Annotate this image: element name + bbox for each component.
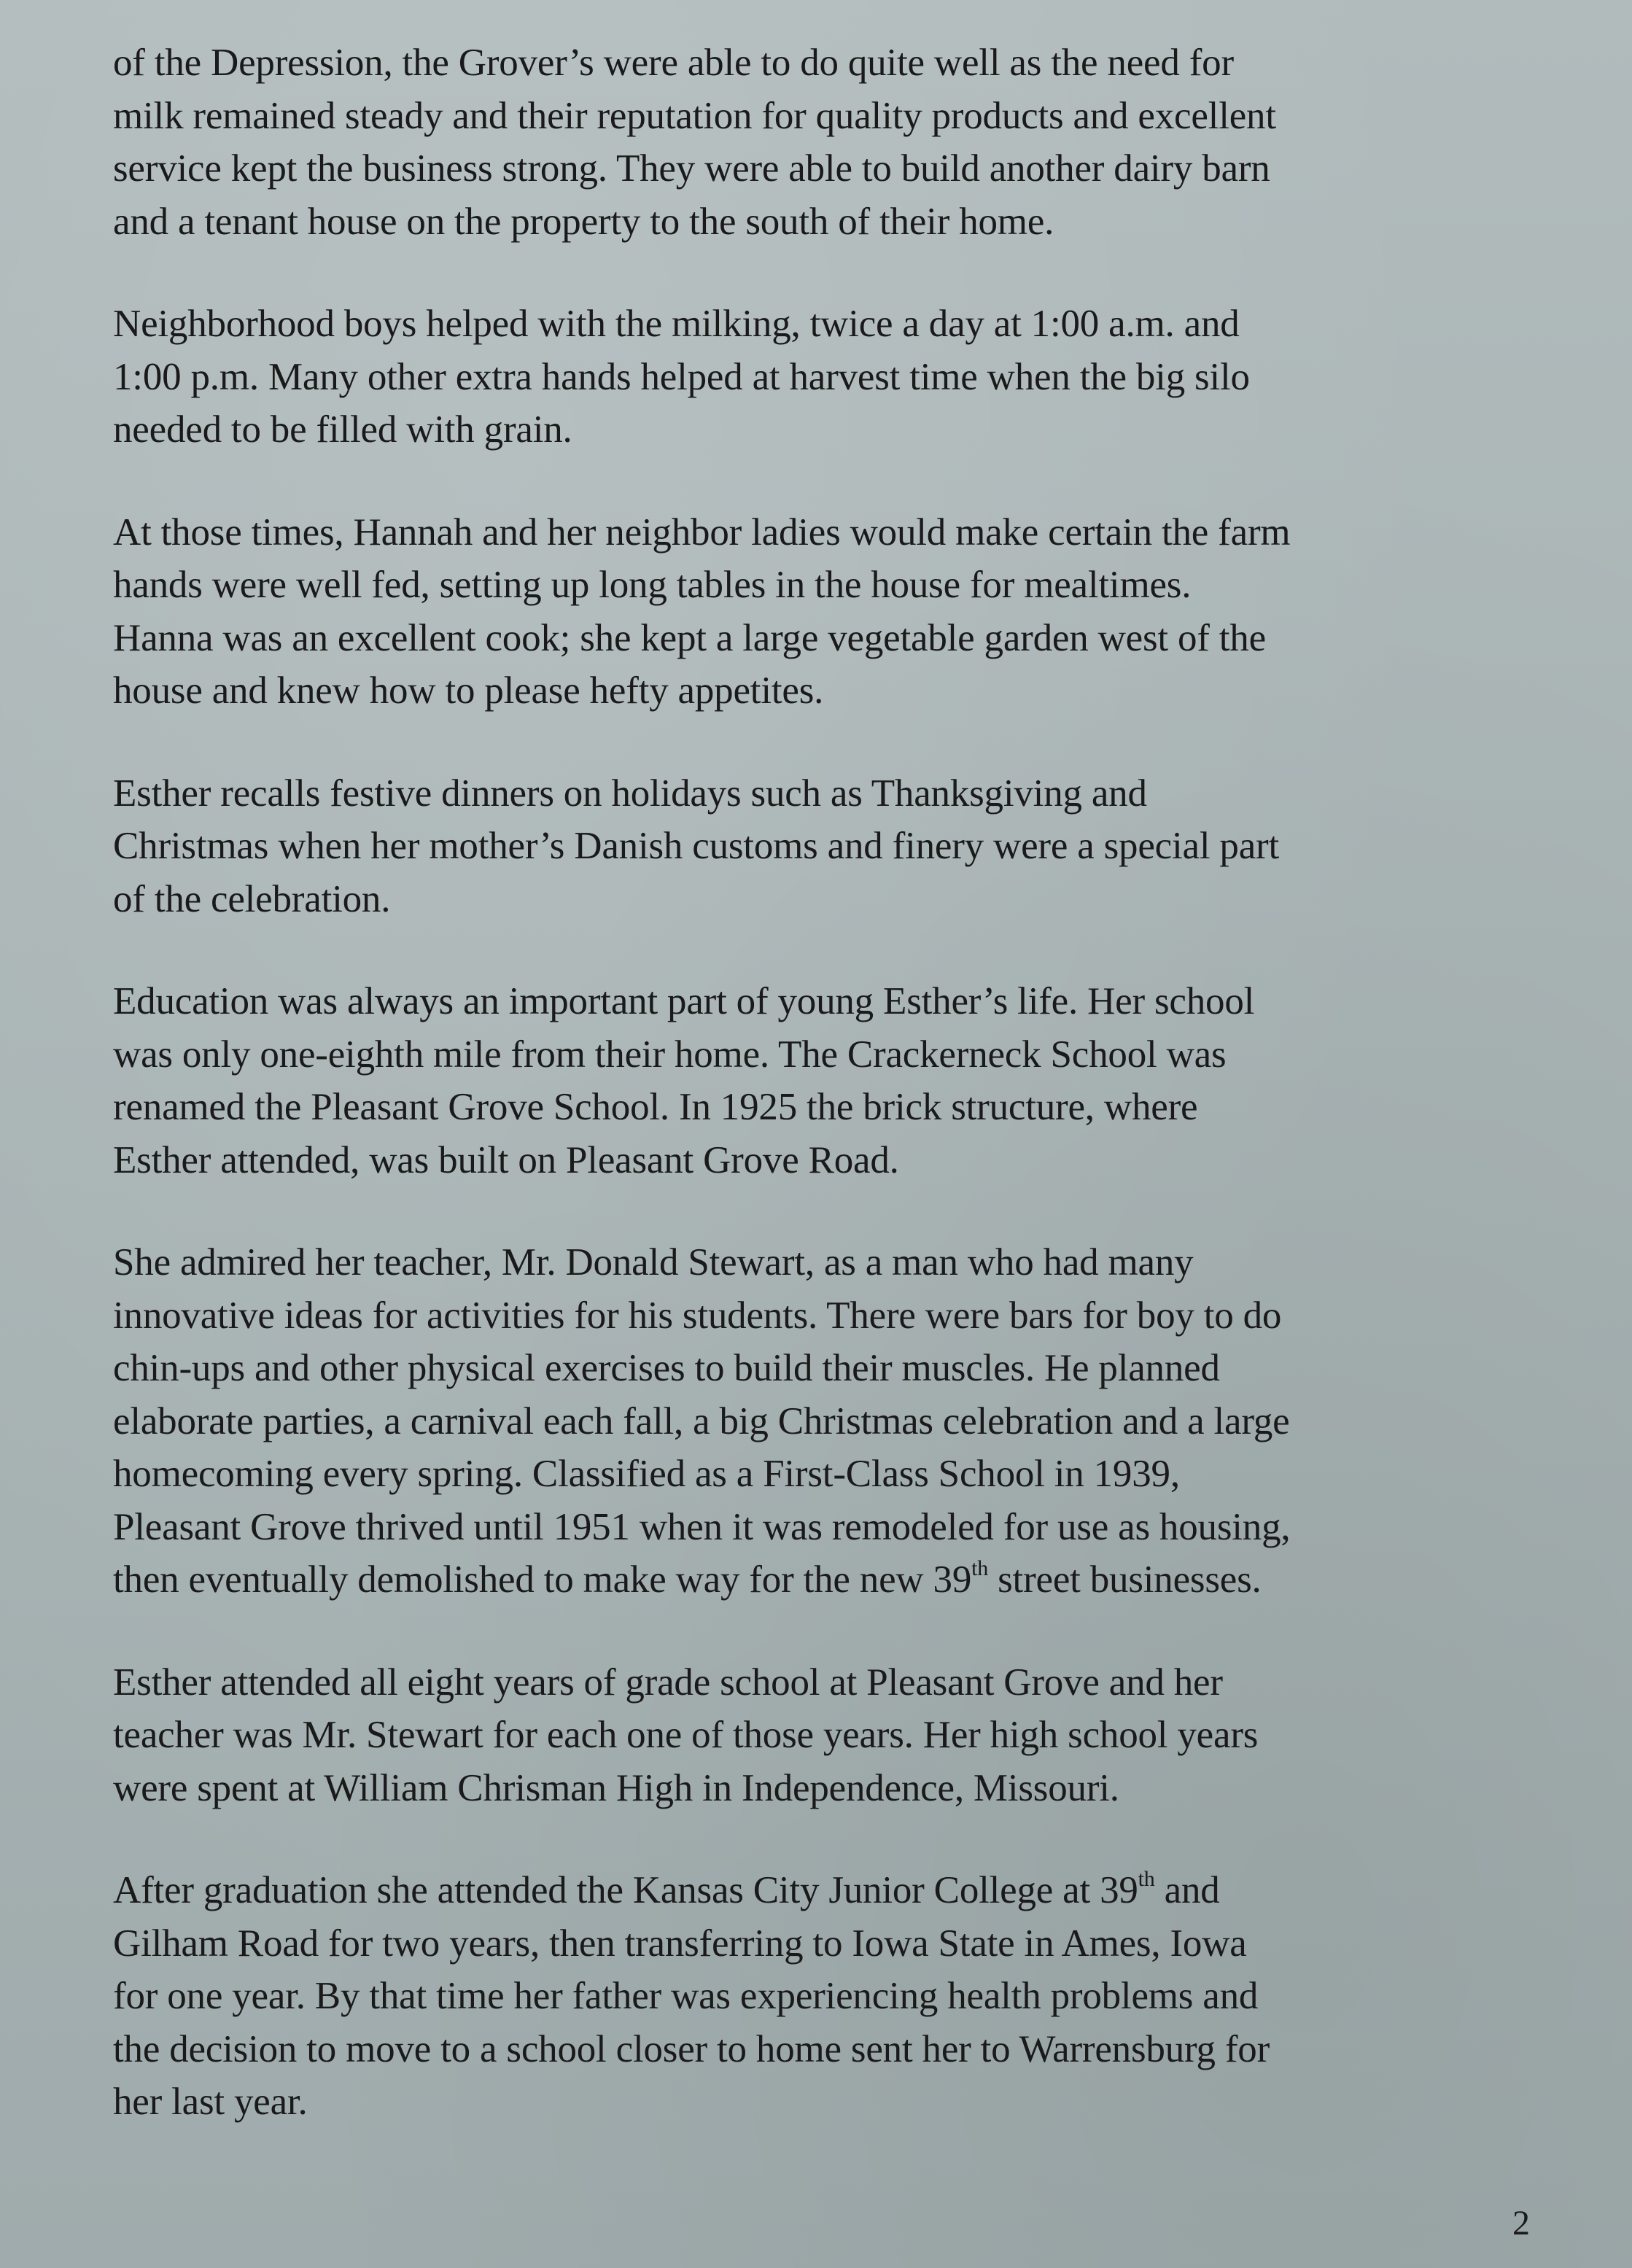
paragraph-grade-school (113, 1656, 1542, 1815)
text-line: Education was always an important part of young Esther’s life. Her school (113, 980, 1255, 1022)
text-fragment: and (1154, 1869, 1220, 1911)
text-line: renamed the Pleasant Grove School. In 1925 the brick structure, where (113, 1086, 1198, 1128)
text-line: Pleasant Grove thrived until 1951 when it was remodeled for use as housing, (113, 1505, 1291, 1548)
text-line: Gilham Road for two years, then transferring to Iowa State in Ames, Iowa (113, 1922, 1247, 1965)
text-line: of the Depression, the Grover’s were able to do quite well as the need for (113, 42, 1234, 84)
paragraph-holidays (113, 767, 1542, 926)
superscript: th (971, 1556, 989, 1581)
text-fragment: then eventually demolished to make way for the new 39 (113, 1558, 972, 1601)
text-line: Hanna was an excellent cook; she kept a large vegetable garden west of the (113, 616, 1266, 659)
text-line: chin-ups and other physical exercises to build their muscles. He planned (113, 1347, 1220, 1389)
text-line: hands were well fed, setting up long tables in the house for mealtimes. (113, 564, 1192, 606)
text-line-with-superscript (113, 1553, 1542, 1607)
text-line: elaborate parties, a carnival each fall, a big Christmas celebration and a large (113, 1399, 1290, 1442)
text-fragment: street businesses. (988, 1558, 1262, 1601)
text-line: were spent at William Chrisman High in Independence, Missouri. (113, 1766, 1119, 1809)
page-number: 2 (1512, 2204, 1530, 2242)
text-line: Neighborhood boys helped with the milking, twice a day at 1:00 a.m. and (113, 303, 1240, 345)
paragraph-teacher (113, 1236, 1542, 1607)
text-line: She admired her teacher, Mr. Donald Stewart, as a man who had many (113, 1241, 1194, 1283)
text-line: needed to be filled with grain. (113, 408, 572, 451)
text-line-with-superscript (113, 1864, 1542, 1917)
text-line: and a tenant house on the property to the south of their home. (113, 200, 1054, 243)
text-line: Esther recalls festive dinners on holidays such as Thanksgiving and (113, 772, 1147, 815)
text-line: At those times, Hannah and her neighbor ladies would make certain the farm (113, 510, 1291, 554)
paragraph-hannah (113, 506, 1542, 718)
text-line: 1:00 p.m. Many other extra hands helped at harvest time when the big silo (113, 355, 1250, 398)
text-line: Esther attended, was built on Pleasant Grove Road. (113, 1138, 899, 1181)
text-line: innovative ideas for activities for his students. There were bars for boy to do (113, 1294, 1282, 1337)
paragraph-depression (113, 36, 1542, 248)
paragraph-education (113, 975, 1542, 1187)
text-line: for one year. By that time her father was experiencing health problems and (113, 1975, 1259, 2017)
superscript: th (1138, 1867, 1155, 1892)
text-line: Christmas when her mother’s Danish customs and finery were a special part (113, 825, 1280, 867)
text-line: homecoming every spring. Classified as a First-Class School in 1939, (113, 1453, 1180, 1495)
text-line: service kept the business strong. They were able to build another dairy barn (113, 147, 1270, 190)
paragraph-milking (113, 298, 1542, 457)
text-fragment: After graduation she attended the Kansas City Junior College at 39 (113, 1869, 1138, 1911)
text-line: her last year. (113, 2081, 308, 2123)
text-line: milk remained steady and their reputation for quality products and excellent (113, 94, 1276, 137)
text-line: Esther attended all eight years of grade school at Pleasant Grove and her (113, 1661, 1223, 1704)
text-line: of the celebration. (113, 877, 391, 920)
text-line: the decision to move to a school closer to home sent her to Warrensburg for (113, 2027, 1270, 2070)
text-line: house and knew how to please hefty appetites. (113, 669, 824, 712)
body-text (113, 36, 1542, 2178)
text-line: teacher was Mr. Stewart for each one of those years. Her high school years (113, 1714, 1259, 1756)
text-line: was only one-eighth mile from their home. The Crackerneck School was (113, 1033, 1227, 1076)
paragraph-graduation (113, 1864, 1542, 2129)
